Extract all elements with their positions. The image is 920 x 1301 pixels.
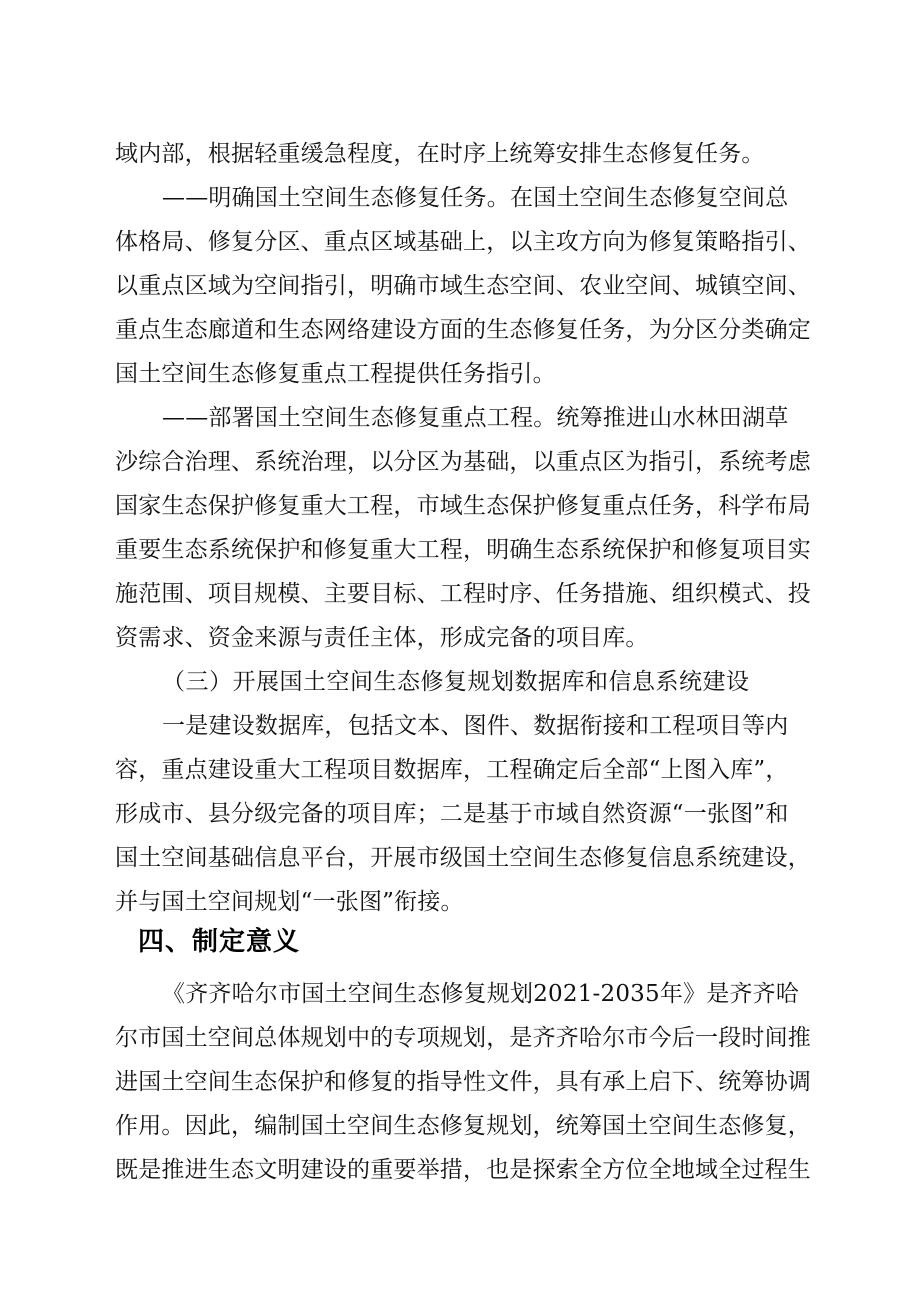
paragraph-line: 重点生态廊道和生态网络建设方面的生态修复任务，为分区分类确定 bbox=[115, 317, 811, 343]
paragraph-line: 作用。因此，编制国土空间生态修复规划，统筹国土空间生态修复， bbox=[115, 1113, 811, 1139]
paragraph-line: 并与国土空间规划“一张图”衔接。 bbox=[115, 889, 464, 915]
section-heading: 四、制定意义 bbox=[138, 927, 301, 957]
paragraph-line: 《齐齐哈尔市国土空间生态修复规划2021-2035年》是齐齐哈 bbox=[162, 981, 800, 1007]
paragraph-line: 资需求、资金来源与责任主体，形成完备的项目库。 bbox=[115, 625, 649, 651]
paragraph-line: 重要生态系统保护和修复重大工程，明确生态系统保护和修复项目实 bbox=[115, 537, 811, 563]
paragraph-line: 沙综合治理、系统治理，以分区为基础，以重点区为指引，系统考虑 bbox=[115, 449, 811, 475]
paragraph-line: ——部署国土空间生态修复重点工程。统筹推进山水林田湖草 bbox=[162, 405, 789, 431]
paragraph-line: 形成市、县分级完备的项目库；二是基于市域自然资源“一张图”和 bbox=[115, 801, 789, 827]
paragraph-line: 既是推进生态文明建设的重要举措，也是探索全方位全地域全过程生 bbox=[115, 1157, 811, 1183]
paragraph-line: 尔市国土空间总体规划中的专项规划，是齐齐哈尔市今后一段时间推 bbox=[115, 1025, 811, 1051]
paragraph-line: 国土空间基础信息平台，开展市级国土空间生态修复信息系统建设， bbox=[115, 845, 811, 871]
paragraph-line: 国土空间生态修复重点工程提供任务指引。 bbox=[115, 361, 556, 387]
paragraph-line: 国家生态保护修复重大工程，市域生态保护修复重点任务，科学布局 bbox=[115, 493, 811, 519]
paragraph-line: 体格局、修复分区、重点区域基础上，以主攻方向为修复策略指引、 bbox=[115, 229, 811, 255]
paragraph-line: 容，重点建设重大工程项目数据库，工程确定后全部“上图入库”， bbox=[115, 757, 789, 783]
paragraph-line: 以重点区域为空间指引，明确市域生态空间、农业空间、城镇空间、 bbox=[115, 273, 811, 299]
subsection-heading: （三）开展国土空间生态修复规划数据库和信息系统建设 bbox=[162, 669, 750, 695]
paragraph-line: 施范围、项目规模、主要目标、工程时序、任务措施、组织模式、投 bbox=[115, 581, 811, 607]
paragraph-line: 域内部，根据轻重缓急程度，在时序上统筹安排生态修复任务。 bbox=[115, 141, 765, 167]
paragraph-line: 进国土空间生态保护和修复的指导性文件，具有承上启下、统筹协调 bbox=[115, 1069, 811, 1095]
paragraph-line: ——明确国土空间生态修复任务。在国土空间生态修复空间总 bbox=[162, 185, 789, 211]
paragraph-line: 一是建设数据库，包括文本、图件、数据衔接和工程项目等内 bbox=[162, 713, 789, 739]
